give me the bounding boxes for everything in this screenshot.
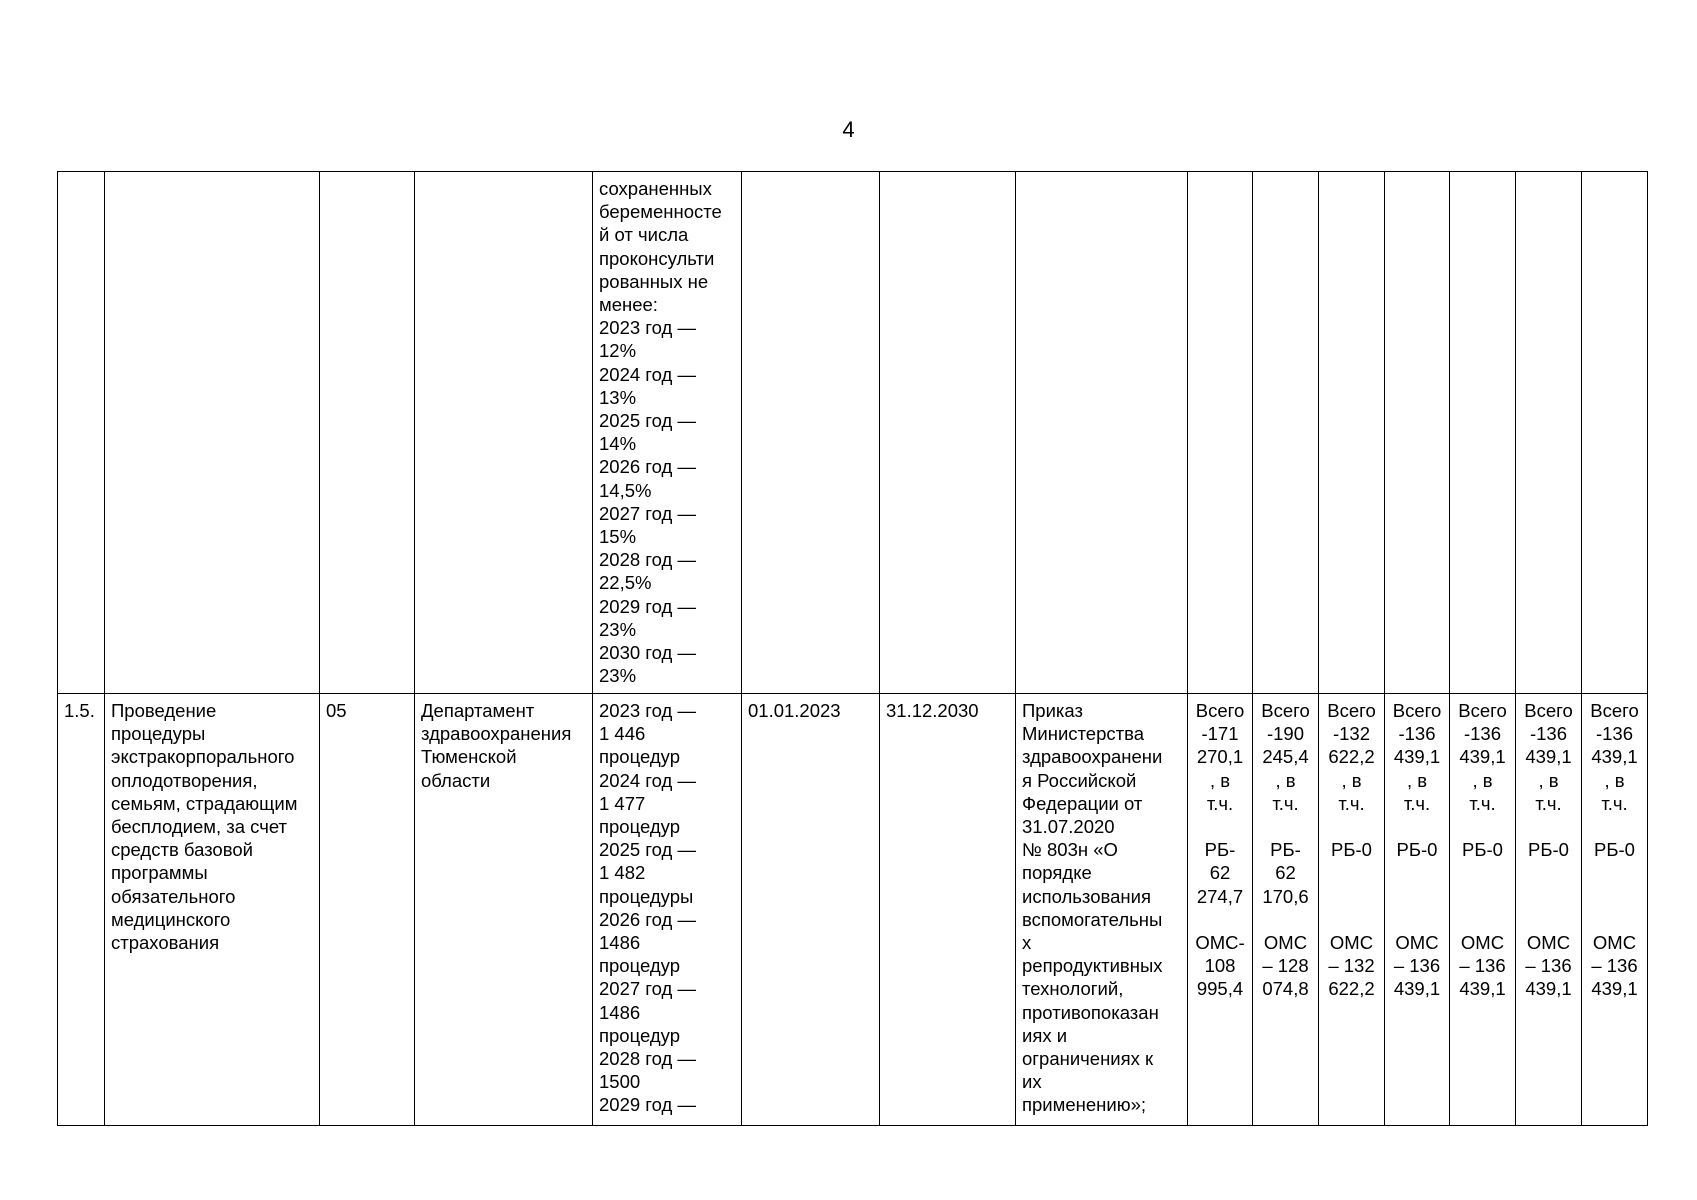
cell-name: Проведение процедуры экстракорпорального оплодотворения, семьям, страдающим бесплодием, за счет средств базовой программы обязательного медицинского страхования: [105, 694, 320, 1126]
cell-fin-2029: Всего -136 439,1 , в т.ч. РБ-0 ОМС – 136 439,1: [1582, 694, 1648, 1126]
cell-fin-2025: Всего -132 622,2 , в т.ч. РБ-0 ОМС – 132 622,2: [1319, 694, 1385, 1126]
cell-code: [320, 172, 415, 694]
cell-fin-2025: [1319, 172, 1385, 694]
cell-fin-2024: [1253, 172, 1319, 694]
cell-indicator: сохраненных беременносте й от числа проконсульти рованных не менее: 2023 год — 12% 2024 год — 13% 2025 год — 14% 2026 год — 14,5% 2027 год — 15% 2028 год — 22,5% 2029 год — 23% 2030 год — 23%: [593, 172, 742, 694]
cell-start-date: [742, 172, 880, 694]
page-number: 4: [842, 117, 855, 142]
cell-fin-2026: Всего -136 439,1 , в т.ч. РБ-0 ОМС – 136 439,1: [1385, 694, 1450, 1126]
table-row-1-5: [58, 694, 1648, 1126]
cell-num: 1.5.: [58, 694, 105, 1126]
cell-fin-2026: [1385, 172, 1450, 694]
cell-fin-2023: Всего -171 270,1 , в т.ч. РБ- 62 274,7 ОМС- 108 995,4: [1188, 694, 1253, 1126]
cell-code: 05: [320, 694, 415, 1126]
cell-basis: [1016, 172, 1188, 694]
cell-num: [58, 172, 105, 694]
cell-executor: [415, 172, 593, 694]
table-row-continued: [58, 172, 1648, 694]
cell-end-date: [880, 172, 1016, 694]
cell-executor: Департамент здравоохранения Тюменской области: [415, 694, 593, 1126]
cell-fin-2027: [1450, 172, 1516, 694]
cell-fin-2027: Всего -136 439,1 , в т.ч. РБ-0 ОМС – 136 439,1: [1450, 694, 1516, 1126]
cell-fin-2028: [1516, 172, 1582, 694]
cell-basis: Приказ Министерства здравоохранени я Российской Федерации от 31.07.2020 № 803н «О порядке использования вспомогательны х репродуктивных технологий, противопоказан иях и ограничениях к их применению»;: [1016, 694, 1188, 1126]
cell-fin-2029: [1582, 172, 1648, 694]
cell-fin-2024: Всего -190 245,4 , в т.ч. РБ- 62 170,6 ОМС – 128 074,8: [1253, 694, 1319, 1126]
cell-indicator: 2023 год — 1 446 процедур 2024 год — 1 477 процедур 2025 год — 1 482 процедуры 2026 год — 1486 процедур 2027 год — 1486 процедур 2028 год — 1500 2029 год —: [593, 694, 742, 1126]
cell-fin-2028: Всего -136 439,1 , в т.ч. РБ-0 ОМС – 136 439,1: [1516, 694, 1582, 1126]
cell-name: [105, 172, 320, 694]
cell-start-date: 01.01.2023: [742, 694, 880, 1126]
cell-end-date: 31.12.2030: [880, 694, 1016, 1126]
cell-fin-2023: [1188, 172, 1253, 694]
measures-table: [57, 171, 1648, 1126]
